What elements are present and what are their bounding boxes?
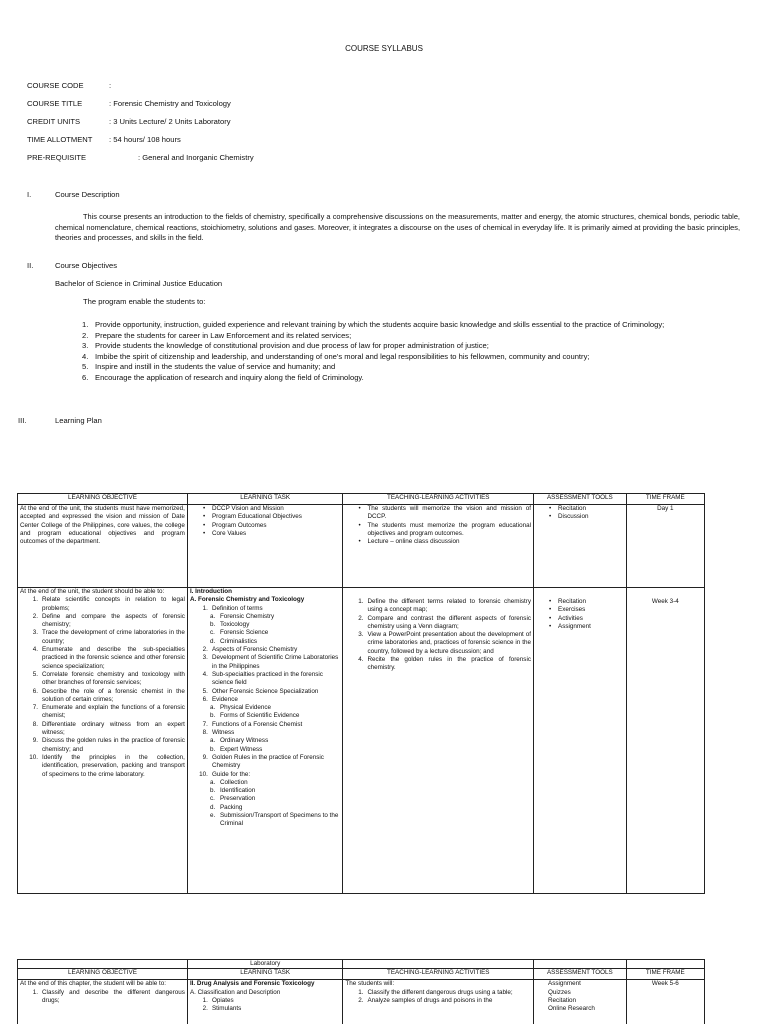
list-item: d. Criminalistics	[209, 637, 258, 645]
list-item: 6. Evidence	[202, 695, 238, 703]
pre-requisite-value: : General and Inorganic Chemistry	[138, 153, 254, 162]
objective-item: 1. Provide opportunity, instruction, guided experience and relevant training by which the students acquire basic knowledge and skills essential to the practice of Criminology;	[82, 320, 665, 329]
list-item: • Exercises	[536, 606, 624, 614]
list-item: • Discussion	[536, 513, 624, 521]
row2-time-frame: Week 3-4	[626, 588, 704, 894]
section-1-number: I.	[27, 190, 32, 199]
list-item: c. Preservation	[209, 795, 256, 803]
list-item: 1. Define the different terms related to forensic chemistry using a concept map;	[358, 598, 531, 614]
course-description: This course presents an introduction to the fields of chemistry, specifically a comprehensive discussions on the measurements, matter and energy, the atomic structures, chemical bonds, periodic table, chemical nomenclature, chemical reactions, stoichiometry, solutions and gases. Moreover, it integrates a discourse on the uses of chemical in everyday life. It is primarily aimed at providing the basic principles, theories and processes, and skills in the field.	[55, 212, 740, 243]
list-item: • DCCP Vision and Mission	[190, 505, 341, 513]
carry-over-cell: Laboratory	[187, 960, 343, 969]
section-1-title: Course Description	[55, 190, 120, 199]
empty-cell	[343, 960, 534, 969]
section-3-number: III.	[18, 416, 27, 425]
list-item: a. Ordinary Witness	[209, 737, 269, 745]
list-item: 9. Discuss the golden rules in the practice of forensic chemistry; and	[32, 737, 185, 753]
program-name: Bachelor of Science in Criminal Justice Education	[55, 279, 223, 288]
list-item: b. Identification	[209, 787, 256, 795]
header-learning-objective: LEARNING OBJECTIVE	[18, 494, 188, 505]
pre-requisite-label: PRE-REQUISITE	[27, 153, 87, 162]
header-time-frame: TIME FRAME	[626, 494, 704, 505]
table-row	[18, 505, 705, 588]
row1-activities	[343, 505, 534, 588]
table-row	[18, 960, 705, 969]
table-header-row	[18, 969, 705, 980]
table-row	[18, 588, 705, 894]
row2-task-subheading: A. Forensic Chemistry and Toxicology	[189, 596, 305, 604]
learning-plan-table-continued	[17, 959, 705, 1024]
list-item: 3. View a PowerPoint presentation about the development of crime laboratories and, practices of forensic science in the country, followed by a lecture discussion; and	[358, 631, 531, 655]
list-item: • Core Values	[190, 530, 341, 538]
list-item: 10. Identify the principles in the collection, identification, preservation, packing and transport of specimens to the crime laboratory.	[29, 753, 185, 778]
list-item: 7. Functions of a Forensic Chemist	[202, 720, 303, 728]
objective-item: 2. Prepare the students for career in Law Enforcement and its related services;	[82, 330, 352, 340]
list-item: 4. Enumerate and describe the sub-specialties practiced in the forensic science and other forensic science specialization;	[32, 646, 185, 670]
objective-item: 5. Inspire and instill in the students the value of service and humanity; and	[82, 362, 336, 372]
list-item: • Assignment	[536, 623, 624, 631]
list-item: • Program Outcomes	[190, 522, 341, 530]
row3-activities-intro: The students will:	[345, 980, 395, 988]
empty-cell	[626, 960, 704, 969]
list-item: Recitation	[548, 996, 577, 1004]
list-item: 1. Classify and describe the different dangerous drugs;	[32, 988, 185, 1004]
course-objectives-list	[82, 320, 664, 384]
header-time-frame: TIME FRAME	[626, 969, 704, 980]
list-item: • Activities	[536, 615, 624, 623]
list-item: 8. Witness	[202, 729, 235, 737]
row2-tools	[534, 588, 627, 894]
list-item: 2. Aspects of Forensic Chemistry	[202, 646, 298, 654]
list-item: 2. Stimulants	[202, 1005, 242, 1013]
list-item: Quizzes	[548, 988, 571, 996]
course-code-value: :	[109, 81, 112, 90]
list-item: 6. Describe the role of a forensic chemist in the solution of certain crimes;	[32, 687, 185, 703]
row2-tasks	[187, 588, 343, 894]
credit-units-value: : 3 Units Lecture/ 2 Units Laboratory	[109, 117, 231, 126]
credit-units-label: CREDIT UNITS	[27, 117, 81, 126]
list-item: 2. Compare and contrast the different aspects of forensic chemistry using a Venn diagram;	[358, 614, 531, 630]
list-item: a. Forensic Chemistry	[209, 612, 275, 620]
list-item: a. Collection	[209, 778, 248, 786]
list-item: b. Expert Witness	[209, 745, 263, 753]
empty-cell	[18, 960, 188, 969]
list-item: 1. Definition of terms	[202, 604, 263, 612]
list-item: 1. Opiates	[202, 996, 234, 1004]
course-title-label: COURSE TITLE	[27, 99, 83, 108]
list-item: d. Packing	[209, 803, 243, 811]
list-item: c. Forensic Science	[209, 629, 269, 637]
row1-tools	[534, 505, 627, 588]
list-item: 1. Relate scientific concepts in relation to legal problems;	[32, 596, 185, 612]
list-item: 1. Classify the different dangerous drugs using a table;	[358, 988, 513, 996]
list-item: 9. Golden Rules in the practice of Forensic Chemistry	[202, 753, 324, 770]
header-teaching-activities: TEACHING-LEARNING ACTIVITIES	[343, 969, 534, 980]
list-item: • Recitation	[536, 598, 624, 606]
header-learning-objective: LEARNING OBJECTIVE	[18, 969, 188, 980]
course-code-label: COURSE CODE	[27, 81, 84, 90]
list-item: 3. Trace the development of crime laboratories in the country;	[32, 629, 185, 645]
row1-objective: At the end of the unit, the students must have memorized, accepted and expressed the vision and mission of Date Center College of the Philippines, core values, the college and program educational objectives and program outcomes of the department.	[18, 505, 188, 588]
time-allotment-label: TIME ALLOTMENT	[27, 135, 93, 144]
list-item: • The students will memorize the vision and mission of DCCP.	[345, 505, 531, 522]
list-item: • Program Educational Objectives	[190, 513, 341, 521]
row3-objective-intro: At the end of this chapter, the student will be able to:	[20, 980, 166, 988]
header-assessment-tools: ASSESSMENT TOOLS	[534, 494, 627, 505]
row2-objectives	[18, 588, 188, 894]
row3-objectives	[18, 980, 188, 1024]
list-item: e. Submission/Transport of Specimens to the Criminal	[209, 812, 339, 828]
row1-time-frame: Day 1	[626, 505, 704, 588]
header-teaching-activities: TEACHING-LEARNING ACTIVITIES	[343, 494, 534, 505]
list-item: 8. Differentiate ordinary witness from an expert witness;	[32, 720, 185, 737]
header-learning-task: LEARNING TASK	[187, 494, 343, 505]
learning-plan-table	[17, 493, 705, 894]
row2-activities	[343, 588, 534, 894]
list-item: 10. Guide for the:	[199, 770, 251, 778]
header-learning-task: LEARNING TASK	[187, 969, 343, 980]
list-item: 7. Enumerate and explain the functions of a forensic chemist;	[32, 704, 185, 720]
header-assessment-tools: ASSESSMENT TOOLS	[534, 969, 627, 980]
list-item: b. Forms of Scientific Evidence	[209, 712, 300, 720]
row3-tools	[534, 980, 627, 1024]
list-item: Online Research	[548, 1005, 595, 1013]
row3-tasks	[187, 980, 343, 1024]
list-item: • Lecture – online class discussion	[345, 538, 531, 546]
course-title-value: : Forensic Chemistry and Toxicology	[109, 99, 231, 108]
row1-tasks	[187, 505, 343, 588]
list-item: • Recitation	[536, 505, 624, 513]
row2-objective-intro: At the end of the unit, the student should be able to:	[20, 588, 165, 595]
table-header-row	[18, 494, 705, 505]
row3-task-subheading: A. Classification and Description	[189, 988, 281, 996]
list-item: 5. Correlate forensic chemistry and toxicology with other branches of forensic services;	[32, 670, 185, 687]
empty-cell	[534, 960, 627, 969]
list-item: Assignment	[548, 980, 581, 988]
table-row	[18, 980, 705, 1024]
row3-time-frame: Week 5-6	[626, 980, 704, 1024]
list-item: a. Physical Evidence	[209, 704, 272, 712]
list-item: 2. Define and compare the aspects of forensic chemistry;	[32, 612, 185, 629]
section-3-title: Learning Plan	[55, 416, 102, 425]
section-2-title: Course Objectives	[55, 261, 118, 270]
section-2-number: II.	[27, 261, 34, 270]
objective-item: 4. Imbibe the spirit of citizenship and leadership, and understanding of one's moral and legal responsibilities to his fellowmen, community and country;	[82, 351, 590, 361]
learning-plan-table-continued-wrapper	[17, 959, 705, 1024]
list-item: 3. Development of Scientific Crime Laboratories in the Philippines	[202, 654, 339, 670]
document-title: COURSE SYLLABUS	[345, 44, 423, 53]
row2-task-heading: I. Introduction	[189, 588, 232, 595]
list-item: 4. Sub-specialties practiced in the forensic science field	[202, 670, 323, 687]
list-item: 5. Other Forensic Science Specialization	[202, 687, 319, 695]
list-item: 2. Analyze samples of drugs and poisons in the	[358, 996, 493, 1004]
objective-item: 6. Encourage the application of research and inquiry along the field of Criminology.	[82, 372, 364, 382]
list-item: • The students must memorize the program educational objectives and program outcomes.	[345, 522, 531, 539]
list-item: b. Toxicology	[209, 621, 250, 629]
program-intro: The program enable the students to:	[83, 297, 206, 306]
list-item: 4. Recite the golden rules in the practice of forensic chemistry.	[358, 656, 531, 672]
row3-activities	[343, 980, 534, 1024]
time-allotment-value: : 54 hours/ 108 hours	[109, 135, 181, 144]
objective-item: 3. Provide students the knowledge of constitutional provision and due process of law for proper administration of justice;	[82, 341, 489, 351]
row3-task-heading: II. Drug Analysis and Forensic Toxicology	[189, 980, 315, 988]
